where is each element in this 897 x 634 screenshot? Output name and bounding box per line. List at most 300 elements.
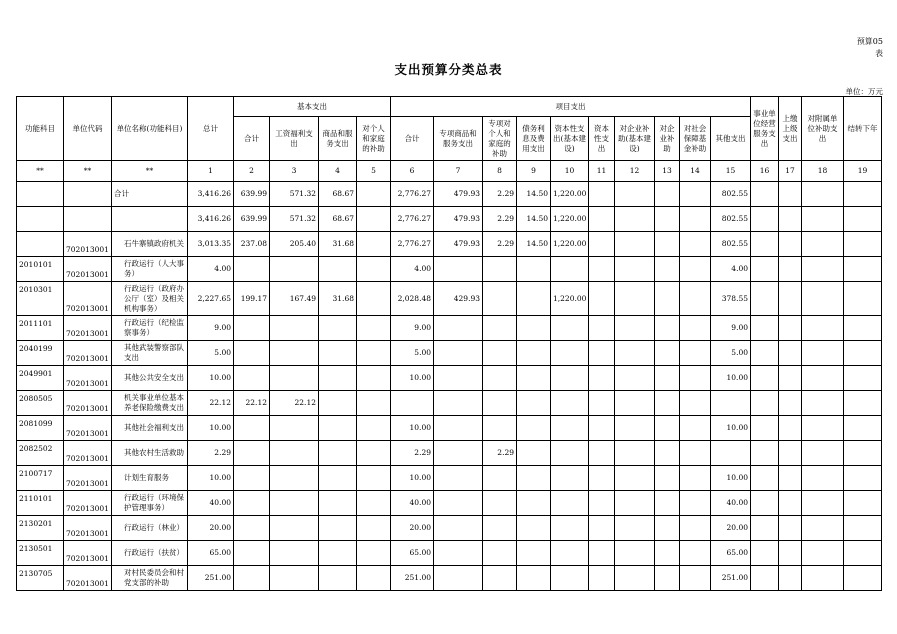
amount-cell xyxy=(680,516,711,541)
amount-cell xyxy=(751,282,779,316)
unit-name-cell xyxy=(112,207,188,232)
column-index-cell: 5 xyxy=(357,161,391,182)
col-project-capital-basic: 资本性支出(基本建设) xyxy=(551,117,589,161)
column-index-cell: 17 xyxy=(779,161,802,182)
amount-cell xyxy=(802,182,844,207)
amount-cell xyxy=(680,282,711,316)
amount-cell xyxy=(551,466,589,491)
amount-cell: 31.68 xyxy=(319,232,357,257)
amount-cell: 802.55 xyxy=(711,182,751,207)
amount-cell xyxy=(270,257,319,282)
amount-cell: 802.55 xyxy=(711,207,751,232)
amount-cell xyxy=(779,416,802,441)
amount-cell xyxy=(779,341,802,366)
amount-cell: 10.00 xyxy=(391,366,434,391)
group-basic: 基本支出 xyxy=(234,97,391,117)
amount-cell xyxy=(517,282,551,316)
amount-cell xyxy=(551,541,589,566)
amount-cell xyxy=(234,316,270,341)
amount-cell xyxy=(615,207,655,232)
amount-cell xyxy=(655,466,680,491)
amount-cell xyxy=(589,566,615,591)
amount-cell xyxy=(655,416,680,441)
amount-cell xyxy=(655,232,680,257)
amount-cell xyxy=(357,391,391,416)
amount-cell: 9.00 xyxy=(711,316,751,341)
amount-cell xyxy=(234,491,270,516)
amount-cell xyxy=(357,366,391,391)
unit-name-cell: 行政运行（环境保护管理事务） xyxy=(112,491,188,516)
column-index-cell: 9 xyxy=(517,161,551,182)
function-code-cell: 2010301 xyxy=(17,282,64,316)
amount-cell xyxy=(391,391,434,416)
amount-cell xyxy=(779,466,802,491)
amount-cell xyxy=(615,257,655,282)
amount-cell xyxy=(802,257,844,282)
amount-cell xyxy=(270,366,319,391)
amount-cell xyxy=(779,232,802,257)
amount-cell: 571.32 xyxy=(270,207,319,232)
amount-cell: 1,220.00 xyxy=(551,182,589,207)
amount-cell xyxy=(234,341,270,366)
col-16: 事业单位经营服务支出 xyxy=(751,97,779,161)
amount-cell xyxy=(517,416,551,441)
amount-cell xyxy=(802,416,844,441)
amount-cell xyxy=(589,541,615,566)
amount-cell xyxy=(844,316,882,341)
group-project: 项目支出 xyxy=(391,97,751,117)
amount-cell xyxy=(615,282,655,316)
amount-cell xyxy=(615,416,655,441)
amount-cell xyxy=(270,416,319,441)
unit-code-cell: 702013001 xyxy=(64,541,112,566)
amount-cell xyxy=(680,566,711,591)
amount-cell xyxy=(751,566,779,591)
amount-cell: 479.93 xyxy=(434,182,483,207)
amount-cell xyxy=(615,466,655,491)
function-code-cell: 2130201 xyxy=(17,516,64,541)
amount-cell: 5.00 xyxy=(391,341,434,366)
amount-cell: 2.29 xyxy=(483,232,517,257)
amount-cell: 1,220.00 xyxy=(551,207,589,232)
amount-cell xyxy=(319,316,357,341)
amount-cell xyxy=(680,391,711,416)
amount-cell xyxy=(844,282,882,316)
amount-cell: 65.00 xyxy=(188,541,234,566)
amount-cell xyxy=(779,207,802,232)
amount-cell: 22.12 xyxy=(270,391,319,416)
amount-cell xyxy=(357,466,391,491)
amount-cell: 639.99 xyxy=(234,207,270,232)
amount-cell xyxy=(434,366,483,391)
amount-cell xyxy=(357,341,391,366)
amount-cell xyxy=(802,541,844,566)
unit-name-cell: 石牛寨镇政府机关 xyxy=(112,232,188,257)
amount-cell xyxy=(615,441,655,466)
amount-cell: 4.00 xyxy=(391,257,434,282)
amount-cell xyxy=(751,207,779,232)
amount-cell xyxy=(589,182,615,207)
amount-cell: 2.29 xyxy=(483,207,517,232)
column-index-cell: 19 xyxy=(844,161,882,182)
amount-cell xyxy=(779,182,802,207)
table-row xyxy=(17,416,882,441)
unit-name-cell: 其他武装警察部队支出 xyxy=(112,341,188,366)
amount-cell xyxy=(589,441,615,466)
amount-cell xyxy=(551,257,589,282)
amount-cell: 2,776.27 xyxy=(391,182,434,207)
amount-cell xyxy=(434,541,483,566)
amount-cell xyxy=(802,491,844,516)
amount-cell: 1,220.00 xyxy=(551,232,589,257)
amount-cell xyxy=(779,282,802,316)
amount-cell xyxy=(319,341,357,366)
unit-code-cell: 702013001 xyxy=(64,516,112,541)
amount-cell xyxy=(234,366,270,391)
amount-cell xyxy=(589,416,615,441)
amount-cell xyxy=(844,207,882,232)
amount-cell xyxy=(751,341,779,366)
amount-cell: 10.00 xyxy=(188,416,234,441)
amount-cell xyxy=(844,391,882,416)
amount-cell xyxy=(357,232,391,257)
amount-cell xyxy=(615,566,655,591)
unit-code-cell: 702013001 xyxy=(64,566,112,591)
amount-cell xyxy=(779,566,802,591)
amount-cell xyxy=(589,207,615,232)
unit-name-cell: 行政运行（政府办公厅（室）及相关机构事务） xyxy=(112,282,188,316)
function-code-cell: 2081099 xyxy=(17,416,64,441)
amount-cell xyxy=(483,516,517,541)
amount-cell xyxy=(319,466,357,491)
amount-cell: 10.00 xyxy=(391,416,434,441)
amount-cell: 2.29 xyxy=(483,441,517,466)
amount-cell xyxy=(844,257,882,282)
amount-cell xyxy=(655,257,680,282)
unit-code-cell: 702013001 xyxy=(64,232,112,257)
amount-cell xyxy=(270,491,319,516)
amount-cell xyxy=(751,541,779,566)
amount-cell xyxy=(751,441,779,466)
function-code-cell: 2010101 xyxy=(17,257,64,282)
amount-cell xyxy=(844,516,882,541)
amount-cell xyxy=(551,416,589,441)
amount-cell: 65.00 xyxy=(391,541,434,566)
function-code-cell: 2100717 xyxy=(17,466,64,491)
report-code xyxy=(857,36,883,60)
unit-code-cell: 702013001 xyxy=(64,341,112,366)
amount-cell: 65.00 xyxy=(711,541,751,566)
amount-cell xyxy=(517,441,551,466)
amount-cell xyxy=(844,441,882,466)
col-project-personal: 专项对个人和家庭的补助 xyxy=(483,117,517,161)
amount-cell xyxy=(434,491,483,516)
column-index-cell: ** xyxy=(17,161,64,182)
amount-cell xyxy=(779,441,802,466)
amount-cell xyxy=(615,541,655,566)
amount-cell xyxy=(680,541,711,566)
table-row xyxy=(17,491,882,516)
table-row xyxy=(17,566,882,591)
unit-code-cell: 702013001 xyxy=(64,491,112,516)
amount-cell xyxy=(844,366,882,391)
amount-cell xyxy=(751,491,779,516)
table-row xyxy=(17,466,882,491)
amount-cell xyxy=(270,441,319,466)
amount-cell: 378.55 xyxy=(711,282,751,316)
col-project-enterprise-basic: 对企业补助(基本建设) xyxy=(615,117,655,161)
amount-cell: 14.50 xyxy=(517,232,551,257)
amount-cell xyxy=(655,441,680,466)
amount-cell xyxy=(615,316,655,341)
unit-name-cell: 对村民委员会和村党支部的补助 xyxy=(112,566,188,591)
amount-cell: 31.68 xyxy=(319,282,357,316)
amount-cell xyxy=(615,491,655,516)
amount-cell xyxy=(319,391,357,416)
column-index-cell: 18 xyxy=(802,161,844,182)
amount-cell xyxy=(589,282,615,316)
column-index-cell: 15 xyxy=(711,161,751,182)
amount-cell xyxy=(483,491,517,516)
amount-cell xyxy=(751,366,779,391)
amount-cell xyxy=(270,541,319,566)
unit-code-cell: 702013001 xyxy=(64,391,112,416)
col-basic-personal: 对个人和家庭的补助 xyxy=(357,117,391,161)
amount-cell xyxy=(589,232,615,257)
unit-name-cell: 行政运行（人大事务） xyxy=(112,257,188,282)
amount-cell xyxy=(483,566,517,591)
page-title: 支出预算分类总表 xyxy=(394,62,503,77)
amount-cell xyxy=(680,441,711,466)
amount-cell xyxy=(589,257,615,282)
amount-cell xyxy=(779,491,802,516)
amount-cell xyxy=(844,182,882,207)
col-18: 对附属单位补助支出 xyxy=(802,97,844,161)
amount-cell xyxy=(319,516,357,541)
amount-cell xyxy=(802,566,844,591)
amount-cell xyxy=(802,316,844,341)
amount-cell xyxy=(517,516,551,541)
amount-cell: 237.08 xyxy=(234,232,270,257)
amount-cell: 167.49 xyxy=(270,282,319,316)
amount-cell xyxy=(551,516,589,541)
amount-cell: 5.00 xyxy=(711,341,751,366)
amount-cell: 2,028.48 xyxy=(391,282,434,316)
column-index-cell: 8 xyxy=(483,161,517,182)
unit-code-cell: 702013001 xyxy=(64,466,112,491)
amount-cell xyxy=(844,466,882,491)
col-basic-sum: 合计 xyxy=(234,117,270,161)
amount-cell xyxy=(551,366,589,391)
amount-cell xyxy=(680,466,711,491)
amount-cell xyxy=(270,341,319,366)
col-project-capital: 资本性支出 xyxy=(589,117,615,161)
amount-cell xyxy=(483,416,517,441)
amount-cell xyxy=(844,491,882,516)
amount-cell xyxy=(802,366,844,391)
amount-cell: 2,227.65 xyxy=(188,282,234,316)
amount-cell xyxy=(655,541,680,566)
column-index-cell: 16 xyxy=(751,161,779,182)
amount-cell xyxy=(779,516,802,541)
unit-code-cell xyxy=(64,207,112,232)
amount-cell xyxy=(319,541,357,566)
amount-cell: 10.00 xyxy=(188,366,234,391)
amount-cell xyxy=(751,257,779,282)
amount-cell: 40.00 xyxy=(188,491,234,516)
unit-code-cell: 702013001 xyxy=(64,316,112,341)
amount-cell xyxy=(680,232,711,257)
amount-cell xyxy=(517,341,551,366)
amount-cell xyxy=(751,466,779,491)
amount-cell: 4.00 xyxy=(711,257,751,282)
amount-cell xyxy=(434,341,483,366)
unit-name-cell: 行政运行（纪检监察事务） xyxy=(112,316,188,341)
amount-cell: 9.00 xyxy=(391,316,434,341)
amount-cell xyxy=(319,441,357,466)
amount-cell xyxy=(234,416,270,441)
amount-cell xyxy=(319,366,357,391)
column-index-cell: 2 xyxy=(234,161,270,182)
amount-cell: 205.40 xyxy=(270,232,319,257)
amount-cell xyxy=(680,416,711,441)
amount-cell: 639.99 xyxy=(234,182,270,207)
amount-cell: 10.00 xyxy=(711,416,751,441)
unit-name-cell: 合计 xyxy=(112,182,188,207)
amount-cell xyxy=(779,366,802,391)
amount-cell xyxy=(655,282,680,316)
column-index-cell: ** xyxy=(112,161,188,182)
amount-cell xyxy=(517,541,551,566)
amount-cell xyxy=(270,316,319,341)
col-project-social: 对社会保障基金补助 xyxy=(680,117,711,161)
amount-cell xyxy=(711,391,751,416)
function-code-cell: 2110101 xyxy=(17,491,64,516)
function-code-cell: 2049901 xyxy=(17,366,64,391)
unit-code-cell: 702013001 xyxy=(64,441,112,466)
amount-cell xyxy=(517,366,551,391)
amount-cell xyxy=(517,466,551,491)
amount-cell xyxy=(319,416,357,441)
amount-cell xyxy=(802,441,844,466)
amount-cell: 479.93 xyxy=(434,232,483,257)
amount-cell: 40.00 xyxy=(711,491,751,516)
function-code-cell: 2082502 xyxy=(17,441,64,466)
amount-cell xyxy=(751,316,779,341)
amount-cell xyxy=(234,466,270,491)
amount-cell: 3,013.35 xyxy=(188,232,234,257)
amount-cell xyxy=(483,282,517,316)
amount-cell xyxy=(802,516,844,541)
amount-cell xyxy=(802,282,844,316)
col-17: 上缴上级支出 xyxy=(779,97,802,161)
amount-cell xyxy=(483,466,517,491)
amount-cell: 1,220.00 xyxy=(551,282,589,316)
table-row xyxy=(17,441,882,466)
amount-cell xyxy=(680,257,711,282)
amount-cell xyxy=(802,232,844,257)
amount-cell xyxy=(680,366,711,391)
amount-cell xyxy=(357,516,391,541)
function-code-cell: 2040199 xyxy=(17,341,64,366)
amount-cell xyxy=(517,257,551,282)
col-total: 总计 xyxy=(188,97,234,161)
amount-cell xyxy=(357,207,391,232)
table-row xyxy=(17,257,882,282)
amount-cell xyxy=(483,257,517,282)
amount-cell: 10.00 xyxy=(711,366,751,391)
unit-name-cell: 行政运行（扶贫） xyxy=(112,541,188,566)
amount-cell xyxy=(680,341,711,366)
amount-cell xyxy=(357,182,391,207)
col-project-enterprise: 对企业补助 xyxy=(655,117,680,161)
report-code-line1: 预算05 xyxy=(856,37,883,46)
amount-cell xyxy=(589,466,615,491)
amount-cell: 251.00 xyxy=(188,566,234,591)
table-row xyxy=(17,182,882,207)
amount-cell xyxy=(802,391,844,416)
col-function-code: 功能科目 xyxy=(17,97,64,161)
amount-cell xyxy=(844,341,882,366)
unit-name-cell: 其他农村生活救助 xyxy=(112,441,188,466)
amount-cell: 10.00 xyxy=(391,466,434,491)
amount-cell xyxy=(434,391,483,416)
amount-cell xyxy=(357,441,391,466)
function-code-cell: 2011101 xyxy=(17,316,64,341)
amount-cell: 251.00 xyxy=(391,566,434,591)
amount-cell xyxy=(655,391,680,416)
amount-cell: 20.00 xyxy=(711,516,751,541)
amount-cell: 40.00 xyxy=(391,491,434,516)
table-row xyxy=(17,516,882,541)
amount-cell xyxy=(551,441,589,466)
amount-cell xyxy=(751,416,779,441)
amount-cell: 2,776.27 xyxy=(391,207,434,232)
amount-cell xyxy=(319,491,357,516)
function-code-cell: 2130705 xyxy=(17,566,64,591)
amount-cell: 2.29 xyxy=(188,441,234,466)
function-code-cell: 2130501 xyxy=(17,541,64,566)
amount-cell xyxy=(615,341,655,366)
amount-cell xyxy=(615,182,655,207)
amount-cell xyxy=(844,416,882,441)
function-code-cell xyxy=(17,232,64,257)
amount-cell xyxy=(802,207,844,232)
amount-cell xyxy=(844,541,882,566)
table-row xyxy=(17,207,882,232)
amount-cell xyxy=(517,391,551,416)
amount-cell xyxy=(655,182,680,207)
amount-cell xyxy=(357,316,391,341)
amount-cell xyxy=(779,541,802,566)
expenditure-table xyxy=(16,96,882,591)
amount-cell: 14.50 xyxy=(517,182,551,207)
amount-cell xyxy=(751,516,779,541)
amount-cell xyxy=(680,207,711,232)
amount-cell: 5.00 xyxy=(188,341,234,366)
column-index-cell: ** xyxy=(64,161,112,182)
amount-cell: 251.00 xyxy=(711,566,751,591)
amount-cell xyxy=(551,491,589,516)
column-index-cell: 3 xyxy=(270,161,319,182)
unit-name-cell: 计划生育服务 xyxy=(112,466,188,491)
table-row xyxy=(17,316,882,341)
amount-cell xyxy=(234,257,270,282)
amount-cell: 2.29 xyxy=(483,182,517,207)
col-project-sum: 合计 xyxy=(391,117,434,161)
amount-cell xyxy=(357,257,391,282)
column-index-row xyxy=(17,161,882,182)
